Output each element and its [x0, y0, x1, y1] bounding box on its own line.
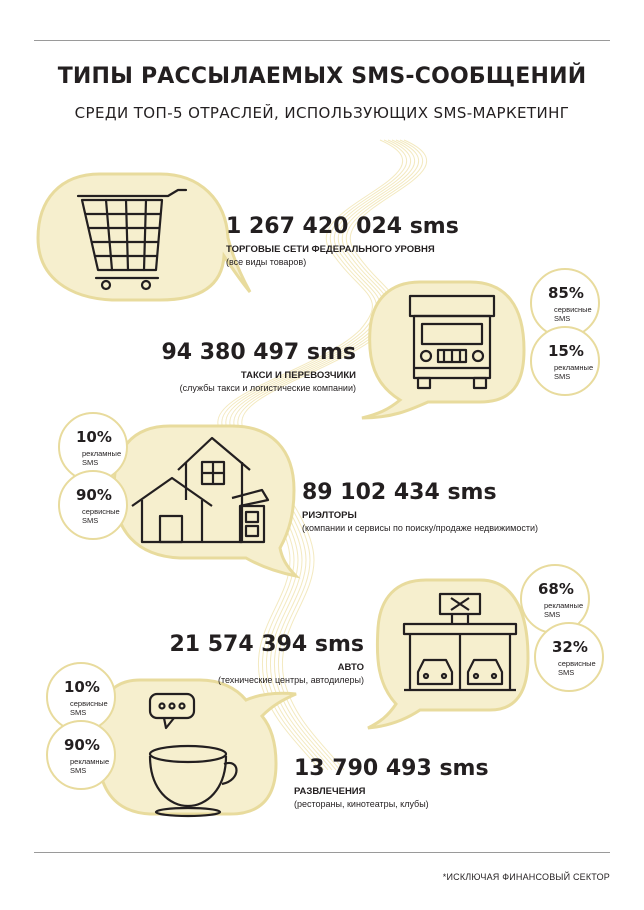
description-label: (службы такси и логистические компании)	[179, 383, 356, 393]
share-percent: 10%	[64, 678, 100, 696]
share-label-line1: рекламные	[70, 757, 110, 766]
share-percent: 10%	[76, 428, 112, 446]
category-label: РИЭЛТОРЫ	[302, 510, 357, 521]
share-label	[554, 305, 592, 323]
share-label	[554, 363, 593, 381]
share-label	[82, 449, 121, 467]
industry-taxi	[161, 340, 356, 394]
description-label: (компании и сервисы по поиску/продаже недвижимости)	[302, 523, 538, 533]
share-percent: 32%	[552, 638, 588, 656]
page-subtitle: СРЕДИ ТОП-5 ОТРАСЛЕЙ, ИСПОЛЬЗУЮЩИХ SMS-МАРКЕТИНГ	[74, 104, 570, 122]
share-label-line2: SMS	[554, 314, 571, 323]
footnote: *ИСКЛЮЧАЯ ФИНАНСОВЫЙ СЕКТОР	[442, 872, 610, 882]
share-label	[544, 601, 583, 619]
category-label: РАЗВЛЕЧЕНИЯ	[294, 786, 366, 797]
share-label-line1: рекламные	[544, 601, 584, 610]
share-label-line2: SMS	[70, 766, 87, 775]
category-label: ТАКСИ И ПЕРЕВОЗЧИКИ	[240, 370, 356, 381]
page-title: ТИПЫ РАССЫЛАЕМЫХ SMS-СООБЩЕНИЙ	[57, 64, 587, 89]
bubble-auto	[368, 580, 528, 728]
industry-retail	[226, 214, 459, 268]
share-label	[558, 659, 596, 677]
share-label-line2: SMS	[558, 668, 575, 677]
share-label-line1: сервисные	[70, 699, 108, 708]
category-label: ТОРГОВЫЕ СЕТИ ФЕДЕРАЛЬНОГО УРОВНЯ	[226, 244, 435, 255]
share-percent: 68%	[538, 580, 574, 598]
industry-realty	[302, 480, 538, 534]
industry-auto	[169, 632, 364, 686]
share-label-line1: сервисные	[558, 659, 596, 668]
value-label: 21 574 394 sms	[169, 632, 364, 657]
share-label	[70, 757, 109, 775]
share-label-line1: рекламные	[554, 363, 594, 372]
value-label: 13 790 493 sms	[294, 756, 489, 781]
share-label	[70, 699, 108, 717]
value-label: 89 102 434 sms	[302, 480, 497, 505]
share-label-line2: SMS	[82, 458, 99, 467]
share-label	[82, 507, 120, 525]
share-circle	[46, 720, 116, 790]
share-circle	[534, 622, 604, 692]
share-label-line2: SMS	[544, 610, 561, 619]
value-label: 94 380 497 sms	[161, 340, 356, 365]
share-label-line1: сервисные	[554, 305, 592, 314]
share-label-line2: SMS	[82, 516, 99, 525]
share-percent: 15%	[548, 342, 584, 360]
bottom-rule	[34, 852, 610, 853]
share-label-line2: SMS	[70, 708, 87, 717]
share-circle	[58, 470, 128, 540]
description-label: (рестораны, кинотеатры, клубы)	[294, 799, 429, 809]
description-label: (все виды товаров)	[226, 257, 307, 267]
share-percent: 90%	[64, 736, 100, 754]
industry-entertainment	[294, 756, 489, 810]
share-label-line2: SMS	[554, 372, 571, 381]
value-label: 1 267 420 024 sms	[226, 214, 459, 239]
share-circle	[530, 326, 600, 396]
share-label-line1: сервисные	[82, 507, 120, 516]
share-percent: 85%	[548, 284, 584, 302]
description-label: (технические центры, автодилеры)	[217, 675, 364, 685]
share-percent: 90%	[76, 486, 112, 504]
category-label: АВТО	[337, 662, 364, 673]
share-label-line1: рекламные	[82, 449, 122, 458]
